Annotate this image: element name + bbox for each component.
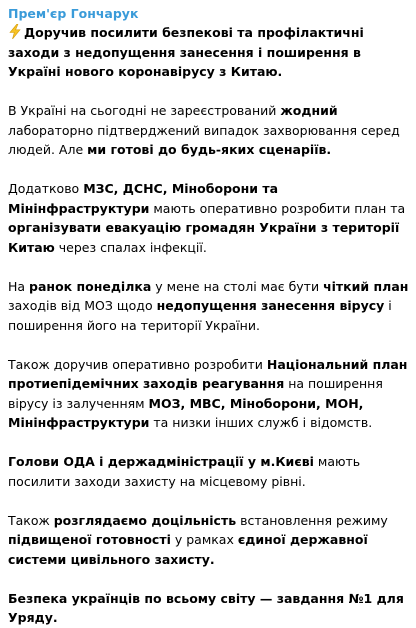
paragraph-gap <box>8 257 410 277</box>
message-paragraph <box>8 452 410 491</box>
text: через спалах інфекції. <box>54 239 207 255</box>
high-voltage-icon <box>8 24 22 39</box>
paragraph-gap <box>8 491 410 511</box>
bold-text: єдиної державної системи цивільного захисту. <box>8 532 368 567</box>
bold-text: Доручив посилити безпекові та профілактичні заходи з недопущення занесення і поширення в Україні нового коронавірусу з Китаю. <box>8 25 364 79</box>
paragraph-gap <box>8 569 410 589</box>
message-paragraph <box>8 511 410 570</box>
bold-text: жодний <box>280 103 338 118</box>
bold-text: Безпека українців по всьому світу — завдання №1 для Уряду. <box>8 590 404 625</box>
text: і поширення його на території України. <box>8 298 392 333</box>
text: Також доручив оперативно розробити <box>8 356 267 372</box>
paragraph-gap <box>8 82 410 102</box>
bold-text: чіткий план <box>323 278 409 294</box>
bold-text: організувати евакуацію громадян України з території Китаю <box>8 220 400 255</box>
message-paragraph <box>8 23 410 82</box>
text: Також <box>8 512 54 528</box>
message-paragraph <box>8 277 410 336</box>
text: В Україні на сьогодні не зареєстрований <box>8 103 281 118</box>
bold-text: Національний план протиепідемічних заходів реагування <box>8 356 408 391</box>
text: заходів від МОЗ щодо <box>8 298 157 313</box>
text: мають посилити заходи захисту на місцевому рівні. <box>8 454 361 489</box>
bold-text: МОЗ, МВС, Міноборони, МОН, Мінінфраструктури <box>8 395 364 430</box>
message-body <box>8 23 410 628</box>
message-paragraph <box>8 179 410 257</box>
bold-text: підвищеної готовності <box>8 532 171 547</box>
text: Додатково <box>8 181 84 196</box>
paragraph-gap <box>8 335 410 355</box>
text: на поширення вірусу із залученням <box>8 376 383 411</box>
text: встановлення режиму <box>236 512 388 528</box>
text: На <box>8 278 30 294</box>
text: у рамках <box>170 532 238 547</box>
bold-text: Голови ОДА і держадміністрації у м.Києві <box>8 454 314 469</box>
bold-text: МЗС, ДСНС, Міноборони та Мінінфраструктури <box>8 181 279 216</box>
text: та низки інших служб і відомств. <box>149 415 373 430</box>
message-paragraph <box>8 589 410 628</box>
message-paragraph <box>8 101 410 160</box>
sender-name[interactable]: Прем'єр Гончарук <box>8 6 139 21</box>
text: лабораторно підтверджений випадок захворювання серед людей. Але <box>8 122 400 157</box>
bold-text: ранок понеділка <box>29 278 152 294</box>
text: мають оперативно розробити план та <box>149 200 406 216</box>
bold-text: ми готові до будь-яких сценаріїв. <box>87 142 332 157</box>
bold-text: недопущення занесення вірусу <box>156 298 385 313</box>
text: у мене на столі має бути <box>151 278 324 294</box>
message-paragraph <box>8 355 410 433</box>
bold-text: розглядаємо доцільність <box>53 512 237 528</box>
paragraph-gap <box>8 160 410 180</box>
paragraph-gap <box>8 433 410 453</box>
